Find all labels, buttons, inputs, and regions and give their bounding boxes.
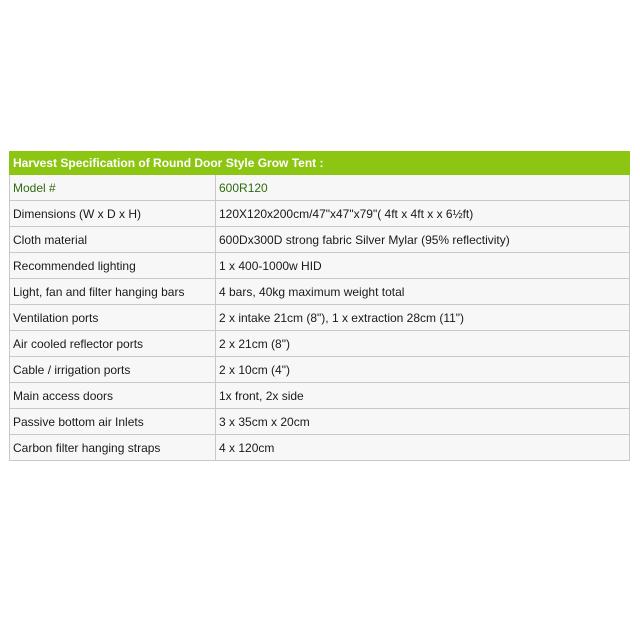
table-row-filter-straps [10, 435, 630, 461]
table-title: Harvest Specification of Round Door Style Grow Tent : [10, 152, 630, 175]
row-value: 120X120x200cm/47"x47"x79"( 4ft x 4ft x x 6½ft) [216, 201, 630, 227]
row-label: Cloth material [10, 227, 216, 253]
table-row-dimensions [10, 201, 630, 227]
row-value: 2 x 10cm (4") [216, 357, 630, 383]
row-value: 3 x 35cm x 20cm [216, 409, 630, 435]
row-label: Main access doors [10, 383, 216, 409]
model-label: Model # [10, 175, 216, 201]
row-value: 1x front, 2x side [216, 383, 630, 409]
row-value: 4 bars, 40kg maximum weight total [216, 279, 630, 305]
table-row-recommended-lighting [10, 253, 630, 279]
row-label: Cable / irrigation ports [10, 357, 216, 383]
row-label: Carbon filter hanging straps [10, 435, 216, 461]
row-label: Passive bottom air Inlets [10, 409, 216, 435]
row-value: 600Dx300D strong fabric Silver Mylar (95% reflectivity) [216, 227, 630, 253]
model-value: 600R120 [216, 175, 630, 201]
row-value: 1 x 400-1000w HID [216, 253, 630, 279]
table-row-cable-ports [10, 357, 630, 383]
row-label: Air cooled reflector ports [10, 331, 216, 357]
row-label: Dimensions (W x D x H) [10, 201, 216, 227]
row-value: 2 x 21cm (8") [216, 331, 630, 357]
model-row [10, 175, 630, 201]
row-label: Ventilation ports [10, 305, 216, 331]
table-row-access-doors [10, 383, 630, 409]
table-row-cloth-material [10, 227, 630, 253]
table-title-row [10, 152, 630, 175]
row-value: 2 x intake 21cm (8"), 1 x extraction 28cm (11") [216, 305, 630, 331]
table-row-ventilation-ports [10, 305, 630, 331]
row-value: 4 x 120cm [216, 435, 630, 461]
table-row-hanging-bars [10, 279, 630, 305]
row-label: Light, fan and filter hanging bars [10, 279, 216, 305]
row-label: Recommended lighting [10, 253, 216, 279]
spec-table [9, 151, 630, 461]
table-row-reflector-ports [10, 331, 630, 357]
table-row-air-inlets [10, 409, 630, 435]
